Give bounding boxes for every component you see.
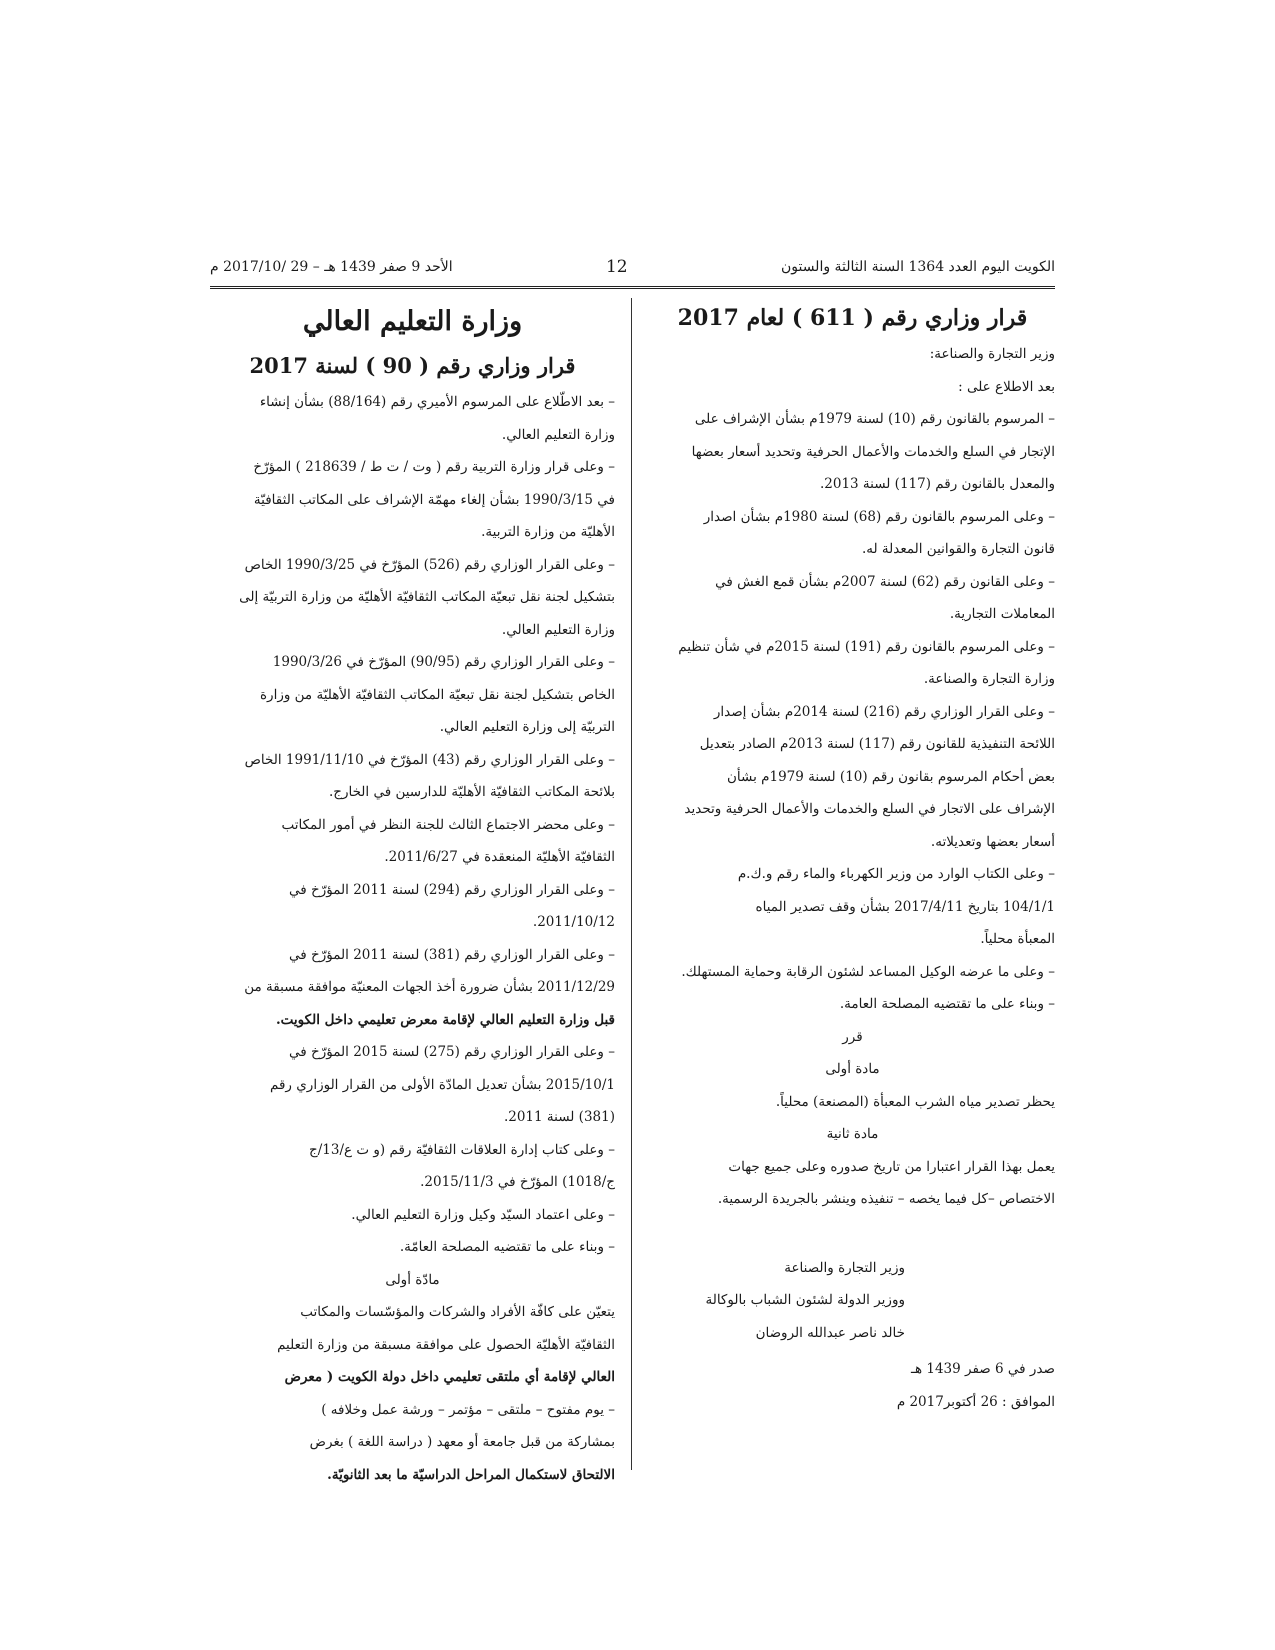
text-line: الإشراف على الاتجار في السلع والخدمات والأعمال الحرفية وتحديد: [684, 801, 1055, 817]
text-line: – وعلى اعتماد السيّد وكيل وزارة التعليم العالي.: [351, 1206, 615, 1223]
text-line: الأهليّة من وزارة التربية.: [481, 524, 615, 540]
text-line: يعمل بهذا القرار اعتبارا من تاريخ صدوره وعلى جميع جهات: [728, 1158, 1055, 1175]
text-line: – وعلى القرار الوزاري رقم (526) المؤرّخ في 1990/3/25 الخاص: [244, 556, 615, 573]
text-line: اللائحة التنفيذية للقانون رقم (117) لسنة 2013م الصادر بتعديل: [699, 736, 1055, 752]
article-2-text: [650, 1151, 1055, 1216]
text-line: المعبأة محلياً.: [980, 931, 1055, 947]
signature-title: وزير التجارة والصناعة: [784, 1259, 905, 1276]
text-line: الثقافيّة الأهليّة الحصول على موافقة مسبقة من وزارة التعليم: [277, 1336, 615, 1353]
text-line: 2015/10/1 بشأن تعديل المادّة الأولى من القرار الوزاري رقم: [269, 1076, 615, 1093]
text-line: ج/1018) المؤرّخ في 2015/11/3.: [420, 1174, 615, 1190]
text-line: – وعلى القرار الوزاري رقم (275) لسنة 2015 المؤرّخ في: [289, 1044, 615, 1060]
text-line: – وعلى القرار الوزاري رقم (43) المؤرّخ في 1991/11/10 الخاص: [244, 751, 615, 768]
text-line: قبل وزارة التعليم العالي لإقامة معرض تعليمي داخل الكويت.: [275, 1011, 615, 1028]
column-divider: [631, 298, 632, 1470]
header-rule: [210, 286, 1055, 289]
decree-90-preamble: [210, 386, 615, 1264]
text-line: العالي لإقامة أي ملتقى تعليمي داخل دولة الكويت ( معرض: [284, 1369, 615, 1385]
text-line: الثقافيّة الأهليّة المنعقدة في 2011/6/27.: [384, 849, 615, 865]
signature-title-2: ووزير الدولة لشئون الشباب بالوكالة: [705, 1292, 905, 1308]
article-2-heading: مادة ثانية: [826, 1126, 879, 1142]
article-1-text: يحظر تصدير مياه الشرب المعبأة (المصنعة) محلياً.: [775, 1093, 1055, 1110]
decree-611-preamble: [650, 338, 1055, 1021]
text-line: – المرسوم بالقانون رقم (10) لسنة 1979م بشأن الإشراف على: [694, 411, 1055, 427]
text-line: (381) لسنة 2011.: [503, 1109, 615, 1125]
text-line: أسعار بعضها وتعديلاته.: [930, 833, 1055, 850]
text-line: – بعد الاطّلاع على المرسوم الأميري رقم (88/164) بشأن إنشاء: [259, 394, 615, 410]
text-line: – وعلى المرسوم بالقانون رقم (191) لسنة 2015م في شأن تنظيم: [678, 638, 1055, 655]
text-line: – وعلى المرسوم بالقانون رقم (68) لسنة 1980م بشأن اصدار: [703, 508, 1055, 525]
text-line: وزير التجارة والصناعة:: [929, 346, 1055, 362]
text-line: وزارة التجارة والصناعة.: [923, 671, 1055, 687]
text-line: – يوم مفتوح – ملتقى – مؤتمر – ورشة عمل وخلافه ): [321, 1401, 615, 1418]
text-line: بعض أحكام المرسوم بقانون رقم (10) لسنة 1979م بشأن: [727, 768, 1055, 785]
decided-heading: قرر: [842, 1028, 863, 1045]
issue-date-block: [650, 1353, 1055, 1418]
text-line: الخاص بتشكيل لجنة نقل تبعيّة المكاتب الثقافيّة الأهليّة من وزارة: [259, 686, 615, 703]
decree-611-column: [650, 298, 1055, 1418]
signatory-name: خالد ناصر عبدالله الروضان: [755, 1324, 905, 1341]
gazette-page: [210, 250, 1055, 1483]
text-line: – وعلى القرار الوزاري رقم (294) لسنة 2011 المؤرّخ في: [289, 881, 615, 898]
page-header: [210, 250, 1055, 284]
text-line: التربيّة إلى وزارة التعليم العالي.: [439, 719, 615, 735]
text-line: قانون التجارة والقوانين المعدلة له.: [861, 541, 1055, 557]
text-line: – وعلى القانون رقم (62) لسنة 2007م بشأن قمع الغش في: [715, 573, 1055, 590]
text-line: – وعلى الكتاب الوارد من وزير الكهرباء والماء رقم و.ك.م: [737, 866, 1055, 882]
header-issue-info: الكويت اليوم العدد 1364 السنة الثالثة والستون: [780, 259, 1055, 275]
ministry-heading: وزارة التعليم العالي: [302, 306, 523, 337]
article-1-heading: مادة أولى: [825, 1061, 880, 1077]
text-line: بلائحة المكاتب الثقافيّة الأهليّة للدارسين في الخارج.: [328, 784, 615, 800]
page-number: 12: [605, 257, 628, 277]
text-line: الالتحاق لاستكمال المراحل الدراسيّة ما بعد الثانويّة.: [327, 1466, 615, 1483]
text-line: – وعلى القرار الوزاري رقم (216) لسنة 2014م بشأن إصدار: [713, 703, 1055, 720]
text-line: 104/1/1 بتاريخ 2017/4/11 بشأن وقف تصدير المياه: [755, 898, 1055, 915]
text-line: بمشاركة من قبل جامعة أو معهد ( دراسة اللغة ) بغرض: [309, 1434, 615, 1450]
text-line: بتشكيل لجنة نقل تبعيّة المكاتب الثقافيّة الأهليّة من وزارة التربيّة إلى: [239, 589, 615, 605]
text-line: – وعلى قرار وزارة التربية رقم ( وت / ت ط / 218639 ) المؤرّخ: [253, 459, 615, 475]
header-date: الأحد 9 صفر 1439 هـ – 29 /2017/10 م: [210, 259, 453, 275]
text-line: 2011/12/29 بشأن ضرورة أخذ الجهات المعنيّة موافقة مسبقة من: [244, 979, 615, 995]
decree-90-column: [210, 298, 615, 1491]
text-line: الاختصاص –كل فيما يخصه – تنفيذه وينشر بالجريدة الرسمية.: [717, 1191, 1055, 1207]
text-line: وزارة التعليم العالي.: [501, 621, 615, 638]
decree-90-title: قرار وزاري رقم ( 90 ) لسنة 2017: [249, 353, 576, 378]
text-line: – وعلى ما عرضه الوكيل المساعد لشئون الرقابة وحماية المستهلك.: [681, 963, 1055, 980]
text-line: الإتجار في السلع والخدمات والأعمال الحرفية وتحديد أسعار بعضها: [691, 443, 1055, 460]
text-line: – وعلى محضر الاجتماع الثالث للجنة النظر في أمور المكاتب: [281, 816, 615, 833]
article-1-text: [210, 1296, 615, 1491]
text-line: المعاملات التجارية.: [949, 606, 1055, 622]
text-line: – وبناء على ما تقتضيه المصلحة العامة.: [839, 996, 1055, 1012]
text-line: – وبناء على ما تقتضيه المصلحة العامّة.: [399, 1239, 615, 1255]
text-line: والمعدل بالقانون رقم (117) لسنة 2013.: [819, 476, 1055, 492]
text-line: 2011/10/12.: [532, 914, 615, 930]
text-line: في 1990/3/15 بشأن إلغاء مهمّة الإشراف على المكاتب الثقافيّة: [253, 491, 615, 508]
text-line: – وعلى كتاب إدارة العلاقات الثقافيّة رقم (و ت ع/13/ج: [309, 1141, 615, 1158]
text-line: وزارة التعليم العالي.: [501, 426, 615, 443]
text-line: – وعلى القرار الوزاري رقم (381) لسنة 2011 المؤرّخ في: [289, 946, 615, 963]
signature-block: [650, 1252, 1055, 1350]
article-1-heading: مادّة أولى: [385, 1271, 440, 1288]
issued-hijri: صدر في 6 صفر 1439 هـ: [910, 1361, 1055, 1377]
issued-gregorian: الموافق : 26 أكتوبر2017 م: [896, 1393, 1055, 1410]
text-line: – وعلى القرار الوزاري رقم (90/95) المؤرّخ في 1990/3/26: [272, 654, 615, 670]
spacer: [650, 1216, 1055, 1252]
text-line: يتعيّن على كافّة الأفراد والشركات والمؤسّسات والمكاتب: [300, 1304, 615, 1320]
decree-611-title: قرار وزاري رقم ( 611 ) لعام 2017: [677, 305, 1028, 331]
text-line: بعد الاطلاع على :: [958, 378, 1055, 395]
